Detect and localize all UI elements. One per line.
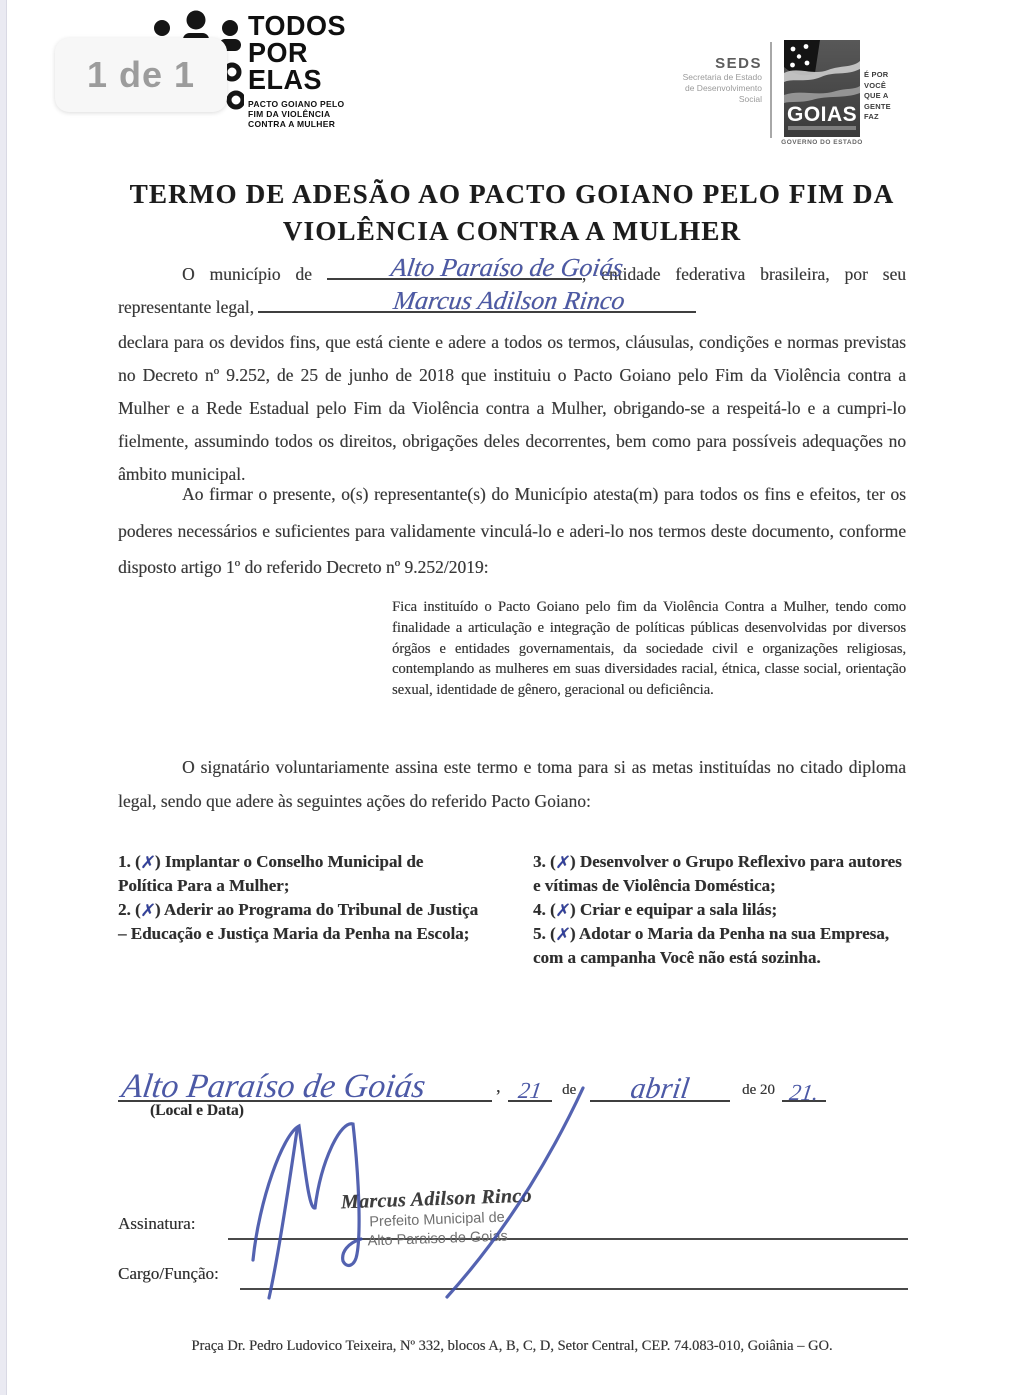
year-fill-line: [782, 1072, 826, 1105]
action-item: 2. (✗) Aderir ao Programa do Tribunal de Justiça – Educação e Justiça Maria da Penha na Escola;: [118, 900, 479, 943]
todos-por-elas-logo: [248, 9, 347, 129]
handwritten-x-mark: ✗: [554, 853, 572, 873]
cargo-funcao-label: Cargo/Função:: [118, 1264, 219, 1283]
actions-column-left: [118, 850, 482, 946]
p1-lead: O município de: [182, 264, 312, 284]
logo-title: TODOS POR ELAS: [248, 9, 347, 96]
action-item: 1. (✗) Implantar o Conselho Municipal de Política Para a Mulher;: [118, 852, 424, 895]
representative-handwritten: Marcus Adilson Rinco: [391, 286, 628, 315]
logo-divider: [770, 42, 772, 138]
footer-address: Praça Dr. Pedro Ludovico Teixeira, Nº 332, blocos A, B, C, D, Setor Central, CEP. 74.083-010, Goiânia – GO.: [191, 1338, 833, 1354]
year-de-label: de 20: [742, 1082, 775, 1098]
paragraph-opening-continuation: declara para os devidos fins, que está ciente e adere a todos os termos, cláusulas, condições e normas previstas no Decreto nº 9.252, de 25 de junho de 2018 que instituiu o Pacto Goiano pelo Fim da Violência contra a Mulher e a Rede Estadual pelo Fim da Violência contra a Mulher, obrigando-se a respeitá-lo e a cumpri-lo fielmente, assumindo todos os direitos, obrigações deles decorrentes, bem como para possíveis adequações no âmbito municipal.: [118, 332, 906, 484]
handwritten-x-mark: ✗: [554, 901, 572, 921]
assinatura-label: Assinatura:: [118, 1214, 196, 1233]
logo-subtitle: PACTO GOIANO PELO FIM DA VIOLÊNCIA CONTRA A MULHER: [248, 99, 345, 129]
month-handwritten: abril: [628, 1072, 692, 1105]
stamp-name: Marcus Adilson Rinco: [340, 1184, 533, 1214]
handwritten-x-mark: ✗: [139, 853, 157, 873]
local-e-data-caption: (Local e Data): [150, 1102, 244, 1119]
day-handwritten: 21: [516, 1078, 544, 1103]
actions-column-right: [533, 850, 913, 970]
municipality-handwritten: Alto Paraíso de Goiás: [388, 253, 625, 282]
action-item: 4. (✗) Criar e equipar a sala lilás;: [533, 900, 778, 921]
stamp-role-line2: Alto Paraiso de Goias: [367, 1228, 509, 1250]
action-item: 5. (✗) Adotar o Maria da Penha na sua Empresa, com a campanha Você não está sozinha.: [533, 924, 890, 967]
action-item: 3. (✗) Desenvolver o Grupo Reflexivo para autores e vítimas de Violência Doméstica;: [533, 852, 902, 895]
place-handwritten: Alto Paraíso de Goiás: [119, 1068, 428, 1105]
handwritten-x-mark: ✗: [139, 901, 157, 921]
seds-logo: SEDS Secretaria de Estado de Desenvolvimento Social: [682, 55, 762, 104]
signature-ink-strokes: [225, 1082, 655, 1310]
paragraph-signatory: O signatário voluntariamente assina este termo e toma para si as metas instituídas no citado diploma legal, sendo que adere às seguintes ações do referido Pacto Goiano:: [118, 757, 906, 811]
goias-caption: GOVERNO DO ESTADO: [781, 139, 863, 146]
representative-fill-line: [258, 286, 696, 315]
page-indicator-text: 1 de 1: [86, 54, 196, 95]
place-separator: ,: [496, 1076, 501, 1096]
goias-wordmark: GOIAS: [787, 103, 858, 126]
paragraph-powers: Ao firmar o presente, o(s) representante(s) do Município atesta(m) para todos os fins e efeitos, ter os poderes necessários e suficientes para validamente vinculá-lo e aderi-lo nos termos deste documento, conforme disposto artigo 1º do referido Decreto nº 9.252/2019:: [118, 484, 906, 577]
page-indicator-badge: [55, 38, 227, 112]
paragraph-opening: [118, 253, 907, 324]
goias-tagline: É POR VOCÊ QUE A GENTE FAZ: [864, 70, 891, 121]
stamp-role-line1: Prefeito Municipal de: [369, 1209, 505, 1231]
goias-state-logo: [784, 40, 860, 137]
date-de-label: de: [562, 1082, 577, 1098]
handwritten-x-mark: ✗: [554, 925, 572, 945]
municipality-fill-line: [327, 253, 625, 282]
p1-mid: , entidade federativa brasileira, por seu representante legal,: [118, 264, 907, 317]
document-title: TERMO DE ADESÃO AO PACTO GOIANO PELO FIM DA VIOLÊNCIA CONTRA A MULHER: [129, 179, 895, 246]
decree-quote: Fica instituído o Pacto Goiano pelo fim da Violência Contra a Mulher, tendo como finalidade a articulação e integração de políticas públicas desenvolvidas por diversos órgãos e entidades governamentais, da sociedade civil e organizações religiosas, contemplando as mulheres em suas diversidades racial, étnica, classe social, orientação sexual, identidade de gênero, geracional ou deficiência.: [392, 599, 906, 699]
scan-edge-strip: [0, 0, 7, 1395]
year-handwritten: 21.: [787, 1080, 821, 1105]
